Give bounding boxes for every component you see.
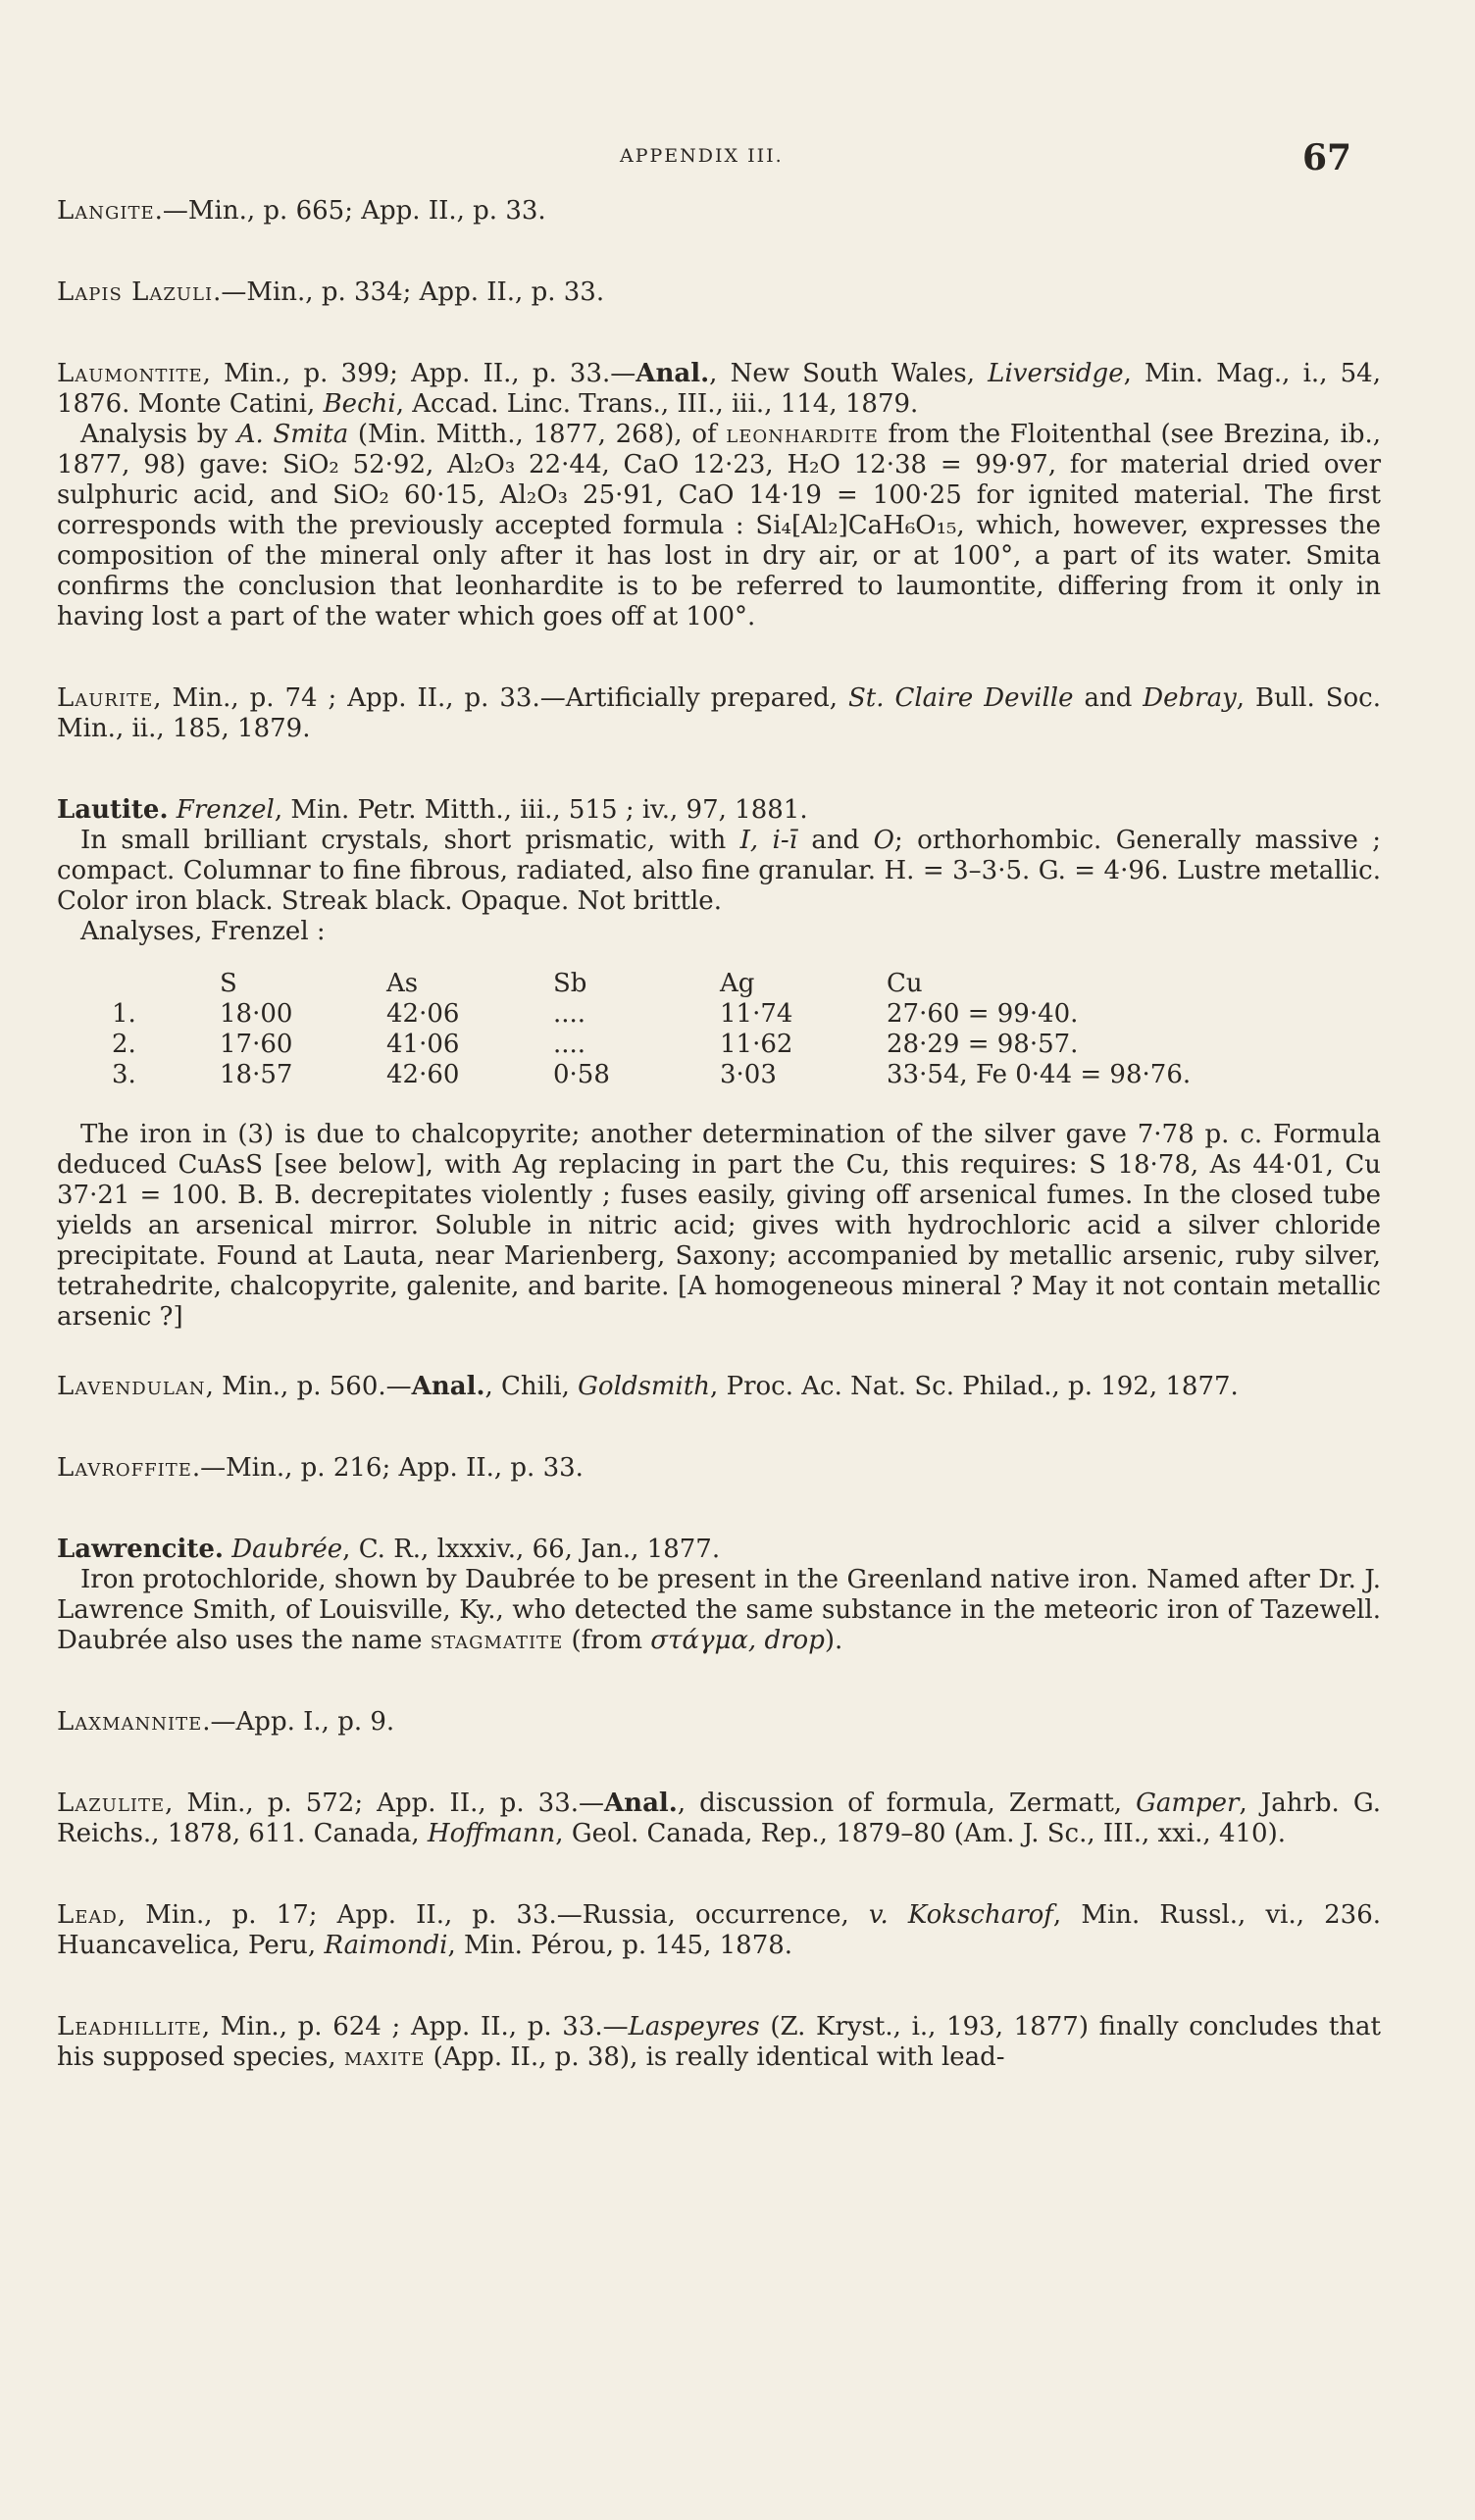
table-header-cell: As [386,969,419,998]
entry-laxmannite: Laxmannite.—App. I., p. 9. [57,1707,395,1737]
entry-langite: Langite.—Min., p. 665; App. II., p. 33. [57,196,546,226]
entry-laumontite: Laumontite, Min., p. 399; App. II., p. 33.—Anal., New South Wales, Liversidge, Min. Mag., i., 54, 1876. Monte Catini, Bechi, Accad. Linc. Trans., III., iii., 114, 1879. Analysis by A. Smita (Min. Mitth., 1877, 268), of leonhardite from the Floitenthal (see Brezina, ib., 1877, 98) gave: SiO₂ 52·92, Al₂O₃ 22·44, CaO 12·23, H₂O 12·38 = 99·97, for material dried over sulphuric acid, and SiO₂ 60·15, Al₂O₃ 25·91, CaO 14·19 = 100·25 for ignited material. The first corresponds with the previously accepted formula : Si₄[Al₂]CaH₆O₁₅, which, however, expresses the composition of the mineral only after it has lost in dry air, or at 100°, a part of its water. Smita confirms the conclusion that leonhardite is to be referred to laumontite, differing from it only in having lost a part of the water which goes off at 100°. [57,359,1382,631]
page-content [57,196,1381,2073]
entry-title: Lautite. [57,795,169,825]
entry-lautite: Lautite. Frenzel, Min. Petr. Mitth., iii., 515 ; iv., 97, 1881. In small brilliant crystals, short prismatic, with I, i-ī and O; orthorhombic. Generally massive ; compact. Columnar to fine fibrous, radiated, also fine granular. H. = 3–3·5. G. = 4·96. Lustre metallic. Color iron black. Streak black. Opaque. Not brittle. Analyses, Frenzel : S As Sb Ag Cu 1. 18·00 42·06 .... 11·74 27·60 = 99·40. 2. 17·60 41·06 .... 11·62 28·29 = 98·57. 3. 18·57 42·60 0·58 3·03 33·54, Fe 0·44 = 98·76. The iron in (3) is due to chalcopyrite; another determination of the silver gave 7·78 p. c. Formula deduced CuAsS [see below], with Ag replacing in part the Cu, this requires: S 18·78, As 44·01, Cu 37·21 = 100. B. B. decrepitates violently ; fuses easily, giving off arsenical fumes. In the closed tube yields an arsenical mirror. Soluble in nitric acid; gives with hydrochloric acid a silver chloride precipitate. Found at Lauta, near Marienberg, Saxony; accompanied by metallic arsenic, ruby silver, tetrahedrite, chalcopyrite, galenite, and barite. [A homogeneous mineral ? May it not contain metallic arsenic ?] [57,795,1382,1332]
entry-title: Laumontite [57,359,203,388]
table-row [112,1030,1259,1060]
table-row [112,999,1259,1030]
page-header [0,137,1475,186]
entry-laurite: Laurite, Min., p. 74 ; App. II., p. 33.—Artificially prepared, St. Claire Deville and Debray, Bull. Soc. Min., ii., 185, 1879. [57,683,1381,743]
table-cell: 17·60 [220,1030,293,1059]
entry-title: Laxmannite [57,1707,203,1737]
entry-lazulite: Lazulite, Min., p. 572; App. II., p. 33.—Anal., discussion of formula, Zermatt, Gamper, Jahrb. G. Reichs., 1878, 611. Canada, Hoffmann, Geol. Canada, Rep., 1879–80 (Am. J. Sc., III., xxi., 410). [57,1789,1381,1848]
entry-lapis-lazuli: Lapis Lazuli.—Min., p. 334; App. II., p. 33. [57,277,605,307]
entry-title: Langite [57,196,155,226]
entry-title: Lazulite [57,1789,166,1818]
table-header-cell: Ag [720,969,755,998]
entry-title: Laurite [57,683,154,713]
table-header-cell: Sb [553,969,587,998]
entry-lawrencite: Lawrencite. Daubrée, C. R., lxxxiv., 66, Jan., 1877. Iron protochloride, shown by Daubrée to be present in the Greenland native iron. Named after Dr. J. Lawrence Smith, of Louisville, Ky., who detected the same substance in the meteoric iron of Tazewell. Daubrée also uses the name stagmatite (from στάγμα, drop). [57,1535,1381,1655]
table-cell: 27·60 = 99·40. [887,999,1079,1029]
entry-title: Lapis Lazuli [57,277,214,307]
table-cell: 28·29 = 98·57. [887,1030,1079,1059]
table-cell: 11·74 [720,999,793,1029]
running-head: APPENDIX III. [620,145,784,167]
table-cell: 18·57 [220,1060,293,1089]
table-cell: 0·58 [553,1060,610,1089]
entry-title: Leadhillite [57,2012,202,2041]
entry-title: Lavroffite [57,1453,192,1483]
entry-lavendulan: Lavendulan, Min., p. 560.—Anal., Chili, Goldsmith, Proc. Ac. Nat. Sc. Philad., p. 192, 1877. [57,1372,1239,1401]
table-cell: 42·60 [386,1060,460,1089]
table-cell: 11·62 [720,1030,793,1059]
table-header-cell: Cu [887,969,923,998]
table-cell: 41·06 [386,1030,460,1059]
table-cell: .... [553,1030,586,1059]
entry-title: Lawrencite. [57,1535,224,1564]
table-header-row [112,969,1259,999]
lautite-discussion: The iron in (3) is due to chalcopyrite; another determination of the silver gave 7·78 p. c. Formula deduced CuAsS [see below], with Ag replacing in part the Cu, this requires: S 18·78, As 44·01, Cu 37·21 = 100. B. B. decrepitates violently ; fuses easily, giving off arsenical fumes. In the closed tube yields an arsenical mirror. Soluble in nitric acid; gives with hydrochloric acid a silver chloride precipitate. Found at Lauta, near Marienberg, Saxony; accompanied by metallic arsenic, ruby silver, tetrahedrite, chalcopyrite, galenite, and barite. [A homogeneous mineral ? May it not contain metallic arsenic ?] [57,1120,1381,1332]
table-cell: 18·00 [220,999,293,1029]
entry-title: Lavendulan [57,1372,206,1401]
analyses-table [112,969,1259,1090]
table-header-cell: S [220,969,237,998]
table-cell: 2. [112,1030,136,1059]
table-cell: 42·06 [386,999,460,1029]
table-cell: .... [553,999,586,1029]
table-header-cell [112,969,220,999]
table-cell: 3. [112,1060,136,1089]
table-cell: 3·03 [720,1060,777,1089]
table-row [112,1060,1259,1090]
entry-leadhillite: Leadhillite, Min., p. 624 ; App. II., p. 33.—Laspeyres (Z. Kryst., i., 193, 1877) finally concludes that his supposed species, maxite (App. II., p. 38), is really identical with lead- [57,2012,1381,2072]
table-cell: 1. [112,999,136,1029]
entry-lead: Lead, Min., p. 17; App. II., p. 33.—Russia, occurrence, v. Kokscharof, Min. Russl., vi., 236. Huancavelica, Peru, Raimondi, Min. Pérou, p. 145, 1878. [57,1900,1382,1960]
analyses-label: Analyses, Frenzel : [80,917,326,946]
entry-title: Lead [57,1900,118,1930]
table-cell: 33·54, Fe 0·44 = 98·76. [887,1060,1192,1089]
page-number: 67 [1302,137,1352,178]
entry-lavroffite: Lavroffite.—Min., p. 216; App. II., p. 33. [57,1453,584,1483]
